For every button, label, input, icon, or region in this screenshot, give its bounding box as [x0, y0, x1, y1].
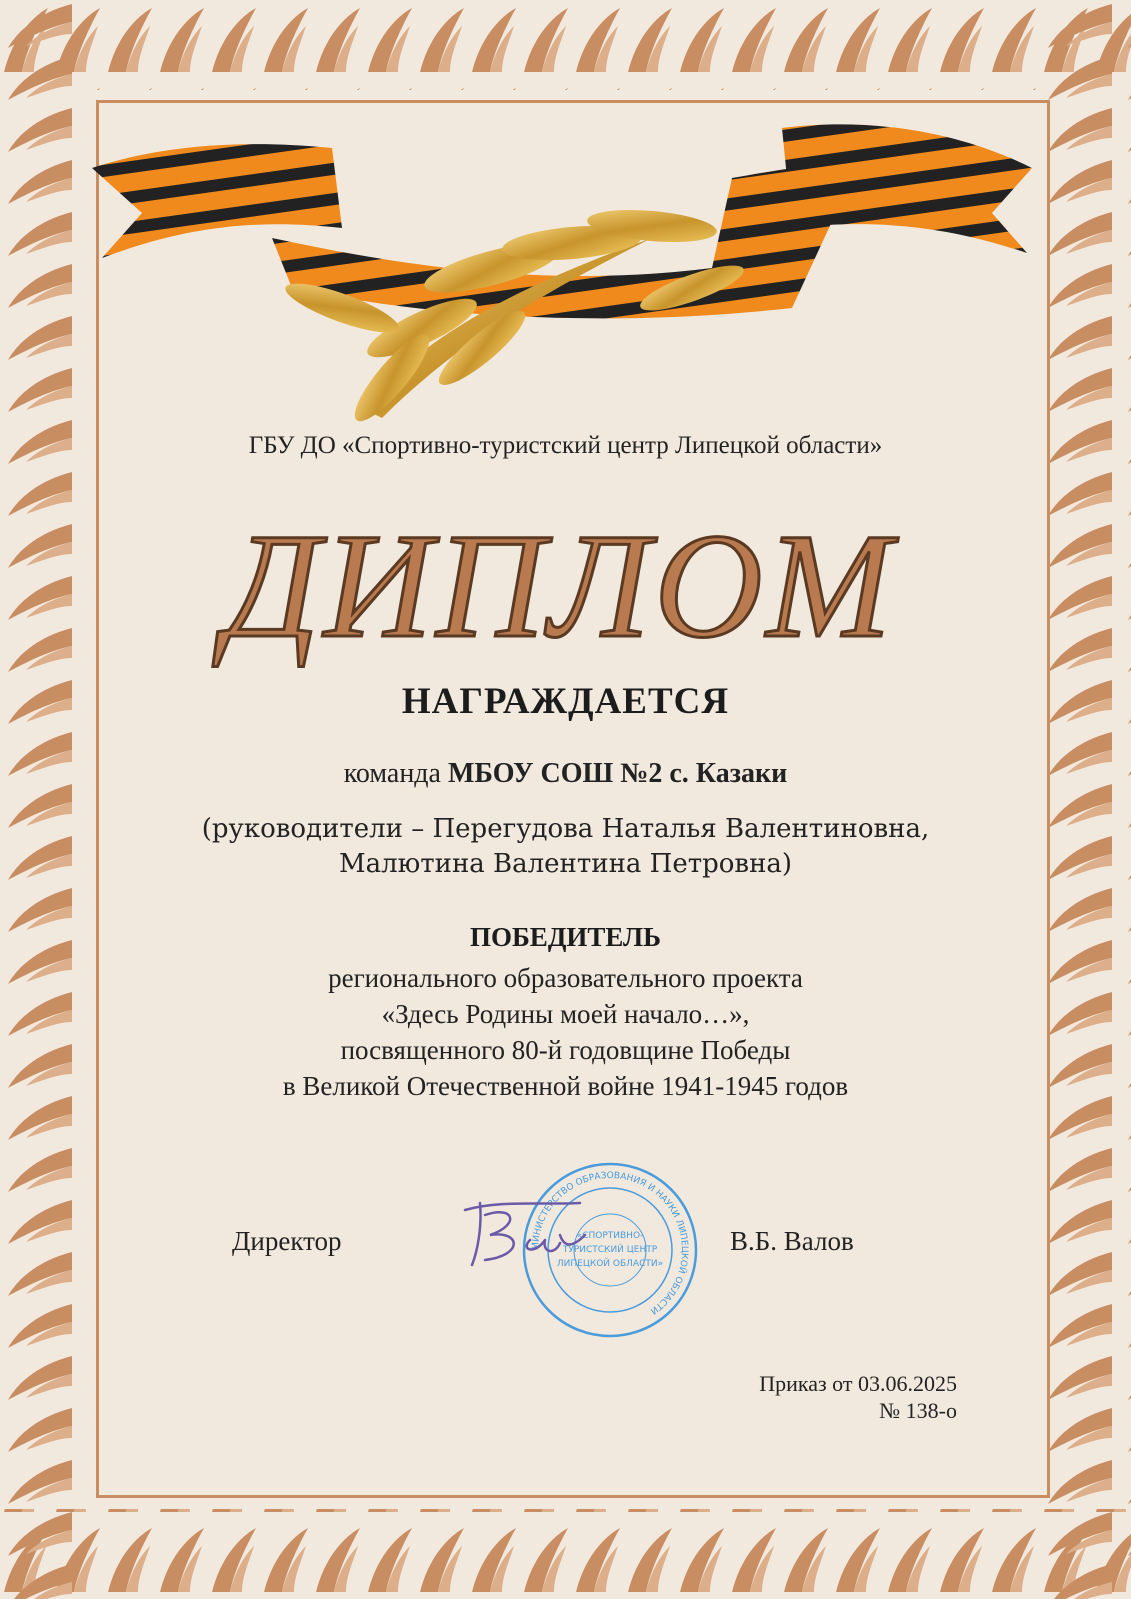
ribbon-laurel-emblem — [92, 118, 1042, 438]
description-line: «Здесь Родины моей начало…», — [381, 999, 750, 1029]
svg-text:МИНИСТЕРСТВО ОБРАЗОВАНИЯ И НАУ: МИНИСТЕРСТВО ОБРАЗОВАНИЯ И НАУКИ ЛИПЕЦКОЙ ОБЛАСТИ — [530, 1170, 690, 1316]
svg-text:ДИПЛОМ: ДИПЛОМ — [224, 508, 896, 668]
description-line: регионального образовательного проекта — [328, 963, 803, 993]
team-prefix: команда — [343, 758, 441, 789]
winner-label: ПОБЕДИТЕЛЬ — [469, 922, 662, 952]
svg-text:ТУРИСТСКИЙ ЦЕНТР: ТУРИСТСКИЙ ЦЕНТР — [562, 1245, 658, 1255]
leaders-line: Малютина Валентина Петровна) — [338, 849, 793, 879]
signatory-position: Директор — [232, 1226, 342, 1256]
description-line: в Великой Отечественной войне 1941-1945 годов — [282, 1071, 849, 1101]
director-signature — [460, 1195, 620, 1275]
svg-text:ЛИПЕЦКОЙ ОБЛАСТИ»: ЛИПЕЦКОЙ ОБЛАСТИ» — [556, 1259, 664, 1269]
team-name: МБОУ СОШ №2 с. Казаки — [447, 758, 788, 789]
description-line: посвященного 80-й годовщине Победы — [340, 1035, 791, 1065]
project-description — [0, 960, 1131, 1104]
leaders-line: (руководители – Перегудова Наталья Валентиновна, — [201, 814, 930, 844]
signatory-name: В.Б. Валов — [730, 1226, 854, 1256]
order-number: № 138-о — [879, 1398, 957, 1423]
laurel-branch — [281, 205, 748, 429]
awarded-label: НАГРАЖДАЕТСЯ — [401, 681, 730, 722]
leaders-block — [0, 812, 1131, 882]
order-reference — [700, 1370, 957, 1424]
order-date: Приказ от 03.06.2025 — [759, 1371, 957, 1396]
left-ribbon — [92, 144, 342, 258]
organization-name: ГБУ ДО «Спортивно-туристский центр Липецкой области» — [248, 432, 883, 459]
diploma-title — [210, 508, 910, 668]
team-line — [0, 758, 1131, 790]
svg-text:«СПОРТИВНО-: «СПОРТИВНО- — [576, 1231, 644, 1241]
